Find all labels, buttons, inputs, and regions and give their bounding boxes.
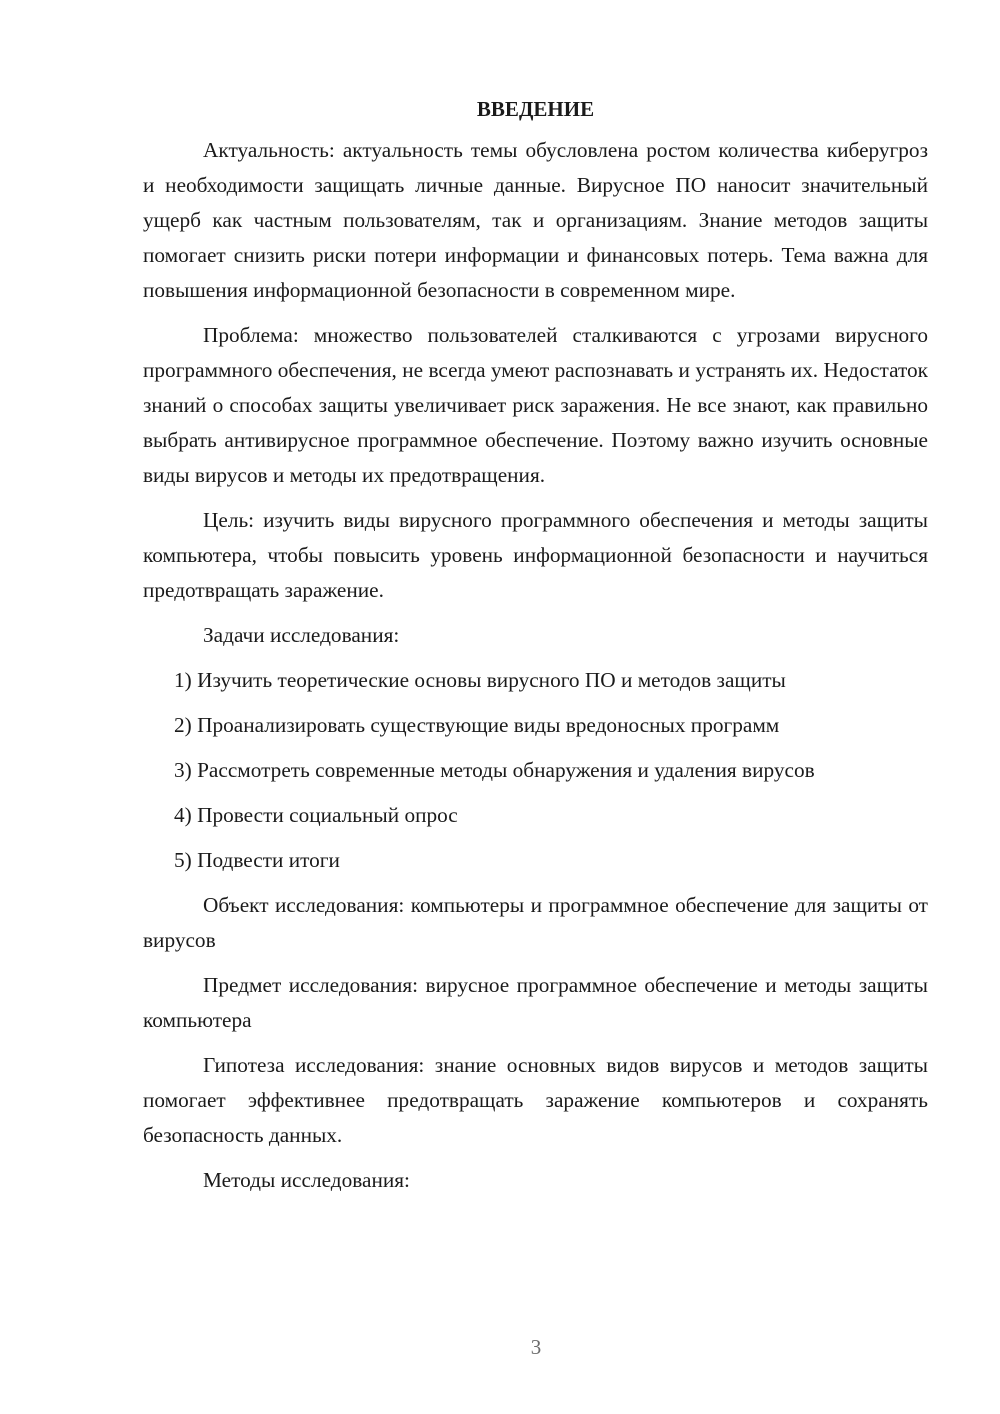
goal-paragraph: Цель: изучить виды вирусного программного обеспечения и методы защиты компьютера, чтобы повысить уровень информационной безопасности и научиться предотвращать заражение.: [143, 508, 928, 602]
object-paragraph: Объект исследования: компьютеры и программное обеспечение для защиты от вирусов: [143, 893, 928, 952]
list-item-task-4: 4) Провести социальный опрос: [174, 803, 458, 827]
page-title: ВВЕДЕНИЕ: [476, 97, 595, 121]
document-page: [143, 92, 928, 1208]
list-item-task-1: 1) Изучить теоретические основы вирусного ПО и методов защиты: [174, 668, 786, 692]
subject-paragraph: Предмет исследования: вирусное программное обеспечение и методы защиты компьютера: [143, 973, 928, 1032]
list-item-task-2: 2) Проанализировать существующие виды вредоносных программ: [174, 713, 780, 737]
tasks-heading: Задачи исследования:: [203, 623, 400, 647]
problem-paragraph: Проблема: множество пользователей сталкиваются с угрозами вирусного программного обеспечения, не всегда умеют распознавать и устранять их. Недостаток знаний о способах защиты увеличивает риск заражения. Не все знают, как правильно выбрать антивирусное программное обеспечение. Поэтому важно изучить основные виды вирусов и методы их предотвращения.: [143, 323, 928, 487]
tasks-list: [143, 663, 928, 878]
list-item-task-3: 3) Рассмотреть современные методы обнаружения и удаления вирусов: [174, 758, 815, 782]
page-number: 3: [530, 1335, 542, 1359]
methods-heading: Методы исследования:: [203, 1168, 410, 1192]
list-item-task-5: 5) Подвести итоги: [174, 848, 340, 872]
hypothesis-paragraph: Гипотеза исследования: знание основных видов вирусов и методов защиты помогает эффективнее предотвращать заражение компьютеров и сохранять безопасность данных.: [143, 1053, 928, 1147]
relevance-paragraph: Актуальность: актуальность темы обусловлена ростом количества киберугроз и необходимости защищать личные данные. Вирусное ПО наносит значительный ущерб как частным пользователям, так и организациям. Знание методов защиты помогает снизить риски потери информации и финансовых потерь. Тема важна для повышения информационной безопасности в современном мире.: [143, 138, 928, 302]
